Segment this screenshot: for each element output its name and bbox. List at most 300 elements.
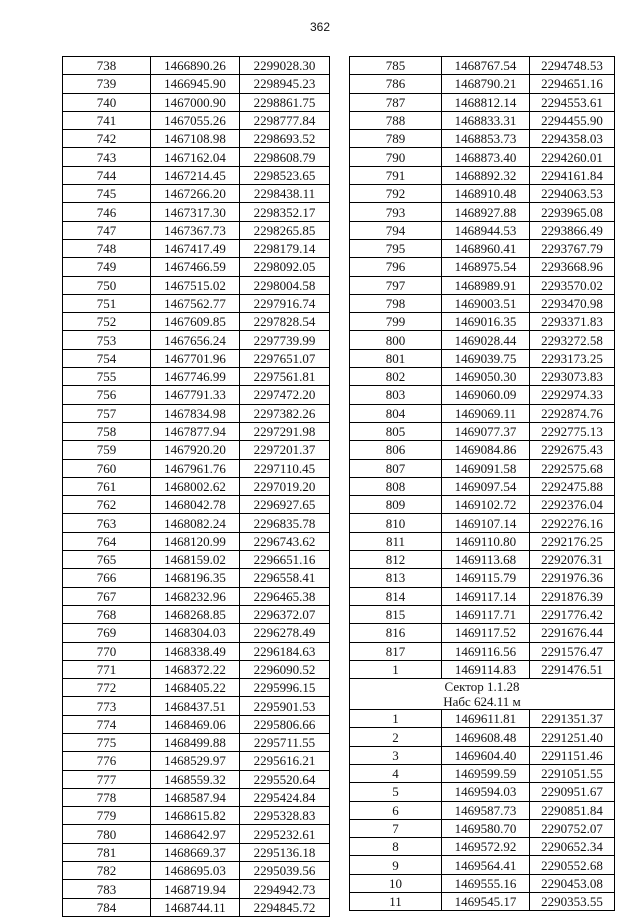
coord-x: 1468159.02 — [151, 551, 240, 569]
point-number: 814 — [350, 587, 442, 605]
coord-x: 1469091.58 — [442, 459, 530, 477]
table-row — [63, 660, 330, 678]
table-row — [350, 130, 615, 148]
coord-x: 1467266.20 — [151, 185, 240, 203]
coord-x: 1469564.41 — [442, 856, 530, 874]
point-number: 748 — [63, 239, 151, 257]
coord-y: 2295520.64 — [240, 770, 330, 788]
table-row — [63, 404, 330, 422]
point-number: 758 — [63, 422, 151, 440]
coord-y: 2290453.08 — [530, 874, 615, 892]
table-row — [63, 93, 330, 111]
table-row — [350, 459, 615, 477]
table-row — [350, 57, 615, 75]
point-number: 739 — [63, 75, 151, 93]
table-row — [350, 368, 615, 386]
coord-y: 2297651.07 — [240, 349, 330, 367]
table-row — [63, 276, 330, 294]
point-number: 780 — [63, 825, 151, 843]
table-row — [350, 166, 615, 184]
coord-y: 2291576.47 — [530, 642, 615, 660]
table-row — [350, 728, 615, 746]
table-row — [63, 313, 330, 331]
coord-x: 1468437.51 — [151, 697, 240, 715]
point-number: 756 — [63, 386, 151, 404]
coord-x: 1468615.82 — [151, 807, 240, 825]
point-number: 772 — [63, 679, 151, 697]
table-row — [350, 276, 615, 294]
table-row — [63, 294, 330, 312]
coord-y: 2293668.96 — [530, 258, 615, 276]
point-number: 773 — [63, 697, 151, 715]
point-number: 812 — [350, 551, 442, 569]
point-number: 768 — [63, 605, 151, 623]
coord-y: 2293570.02 — [530, 276, 615, 294]
coord-y: 2298265.85 — [240, 221, 330, 239]
coord-y: 2290752.07 — [530, 819, 615, 837]
coord-x: 1468812.14 — [442, 93, 530, 111]
coordinates-table-left — [62, 56, 330, 917]
coord-y: 2294063.53 — [530, 185, 615, 203]
coord-y: 2294651.16 — [530, 75, 615, 93]
point-number: 806 — [350, 441, 442, 459]
coord-y: 2292575.68 — [530, 459, 615, 477]
point-number: 790 — [350, 148, 442, 166]
table-row — [350, 605, 615, 623]
coord-x: 1469077.37 — [442, 422, 530, 440]
table-row — [350, 801, 615, 819]
coord-y: 2296465.38 — [240, 587, 330, 605]
coord-x: 1467701.96 — [151, 349, 240, 367]
coord-y: 2295616.21 — [240, 752, 330, 770]
point-number: 766 — [63, 569, 151, 587]
table-row — [63, 898, 330, 916]
point-number: 3 — [350, 746, 442, 764]
coord-x: 1468082.24 — [151, 514, 240, 532]
coord-x: 1468469.06 — [151, 715, 240, 733]
table-row — [350, 874, 615, 892]
point-number: 778 — [63, 788, 151, 806]
point-number: 751 — [63, 294, 151, 312]
table-row — [350, 313, 615, 331]
table-row — [350, 838, 615, 856]
coord-y: 2291351.37 — [530, 710, 615, 728]
table-row — [350, 75, 615, 93]
coord-x: 1468372.22 — [151, 660, 240, 678]
sector-title: Сектор 1.1.28 — [444, 679, 520, 695]
point-number: 803 — [350, 386, 442, 404]
table-row — [63, 166, 330, 184]
table-row — [350, 569, 615, 587]
table-row — [63, 148, 330, 166]
table-row — [350, 587, 615, 605]
coord-y: 2294455.90 — [530, 111, 615, 129]
point-number: 796 — [350, 258, 442, 276]
table-row — [350, 746, 615, 764]
table-row — [63, 477, 330, 495]
coord-x: 1469587.73 — [442, 801, 530, 819]
table-row — [63, 239, 330, 257]
point-number: 9 — [350, 856, 442, 874]
point-number: 753 — [63, 331, 151, 349]
coord-y: 2296558.41 — [240, 569, 330, 587]
coord-y: 2294161.84 — [530, 166, 615, 184]
coord-y: 2297561.81 — [240, 368, 330, 386]
coord-x: 1469113.68 — [442, 551, 530, 569]
point-number: 760 — [63, 459, 151, 477]
table-row — [350, 856, 615, 874]
coord-y: 2297382.26 — [240, 404, 330, 422]
coord-x: 1466890.26 — [151, 57, 240, 75]
coord-y: 2297019.20 — [240, 477, 330, 495]
coord-y: 2298777.84 — [240, 111, 330, 129]
coord-x: 1468833.31 — [442, 111, 530, 129]
coord-y: 2295711.55 — [240, 733, 330, 751]
point-number: 800 — [350, 331, 442, 349]
point-number: 750 — [63, 276, 151, 294]
point-number: 802 — [350, 368, 442, 386]
table-row — [63, 569, 330, 587]
point-number: 747 — [63, 221, 151, 239]
coord-y: 2298693.52 — [240, 130, 330, 148]
point-number: 787 — [350, 93, 442, 111]
table-row — [350, 551, 615, 569]
coord-y: 2296927.65 — [240, 496, 330, 514]
coord-y: 2295136.18 — [240, 843, 330, 861]
coord-x: 1468559.32 — [151, 770, 240, 788]
point-number: 763 — [63, 514, 151, 532]
table-row — [350, 221, 615, 239]
sector-header-row — [350, 679, 615, 710]
point-number: 785 — [350, 57, 442, 75]
coord-x: 1468587.94 — [151, 788, 240, 806]
point-number: 10 — [350, 874, 442, 892]
point-number: 811 — [350, 532, 442, 550]
coord-x: 1469604.40 — [442, 746, 530, 764]
point-number: 4 — [350, 764, 442, 782]
coord-x: 1468975.54 — [442, 258, 530, 276]
coord-y: 2296090.52 — [240, 660, 330, 678]
table-row — [350, 349, 615, 367]
table-row — [63, 459, 330, 477]
point-number: 749 — [63, 258, 151, 276]
coord-x: 1469594.03 — [442, 783, 530, 801]
coord-y: 2295039.56 — [240, 862, 330, 880]
point-number: 755 — [63, 368, 151, 386]
coord-y: 2293866.49 — [530, 221, 615, 239]
page-number: 362 — [309, 20, 331, 34]
coord-y: 2292775.13 — [530, 422, 615, 440]
coord-x: 1469572.92 — [442, 838, 530, 856]
table-row — [63, 788, 330, 806]
point-number: 789 — [350, 130, 442, 148]
coord-x: 1468499.88 — [151, 733, 240, 751]
point-number: 793 — [350, 203, 442, 221]
coord-x: 1468944.53 — [442, 221, 530, 239]
table-row — [63, 825, 330, 843]
point-number: 744 — [63, 166, 151, 184]
table-row — [63, 642, 330, 660]
coord-y: 2295901.53 — [240, 697, 330, 715]
table-row — [350, 331, 615, 349]
coord-y: 2291876.39 — [530, 587, 615, 605]
coord-y: 2297291.98 — [240, 422, 330, 440]
coord-y: 2292675.43 — [530, 441, 615, 459]
table-row — [350, 111, 615, 129]
table-row — [63, 752, 330, 770]
point-number: 770 — [63, 642, 151, 660]
point-number: 2 — [350, 728, 442, 746]
coord-x: 1466945.90 — [151, 75, 240, 93]
coord-x: 1467317.30 — [151, 203, 240, 221]
coord-y: 2290353.55 — [530, 893, 615, 911]
coord-y: 2298092.05 — [240, 258, 330, 276]
table-row — [63, 221, 330, 239]
point-number: 809 — [350, 496, 442, 514]
table-row — [350, 441, 615, 459]
point-number: 786 — [350, 75, 442, 93]
table-row — [63, 57, 330, 75]
point-number: 5 — [350, 783, 442, 801]
coord-x: 1469060.09 — [442, 386, 530, 404]
point-number: 738 — [63, 57, 151, 75]
coord-y: 2295996.15 — [240, 679, 330, 697]
table-row — [350, 764, 615, 782]
coord-y: 2299028.30 — [240, 57, 330, 75]
table-row — [350, 386, 615, 404]
coord-x: 1467055.26 — [151, 111, 240, 129]
coord-y: 2298523.65 — [240, 166, 330, 184]
coord-y: 2292376.04 — [530, 496, 615, 514]
coord-x: 1469545.17 — [442, 893, 530, 911]
table-row — [63, 880, 330, 898]
point-number: 805 — [350, 422, 442, 440]
coord-x: 1468695.03 — [151, 862, 240, 880]
coord-y: 2297739.99 — [240, 331, 330, 349]
point-number: 774 — [63, 715, 151, 733]
table-row — [63, 624, 330, 642]
coord-x: 1469003.51 — [442, 294, 530, 312]
table-row — [350, 239, 615, 257]
coord-y: 2292176.25 — [530, 532, 615, 550]
point-number: 769 — [63, 624, 151, 642]
point-number: 782 — [63, 862, 151, 880]
point-number: 801 — [350, 349, 442, 367]
table-row — [350, 819, 615, 837]
coord-y: 2296278.49 — [240, 624, 330, 642]
point-number: 11 — [350, 893, 442, 911]
coord-x: 1468910.48 — [442, 185, 530, 203]
coord-y: 2296372.07 — [240, 605, 330, 623]
point-number: 779 — [63, 807, 151, 825]
coord-x: 1468767.54 — [442, 57, 530, 75]
coord-x: 1467746.99 — [151, 368, 240, 386]
point-number: 816 — [350, 624, 442, 642]
table-row — [63, 862, 330, 880]
table-row — [63, 422, 330, 440]
coord-x: 1468529.97 — [151, 752, 240, 770]
coord-x: 1468892.32 — [442, 166, 530, 184]
table-row — [350, 660, 615, 678]
coord-y: 2292475.88 — [530, 477, 615, 495]
coord-y: 2291251.40 — [530, 728, 615, 746]
coord-x: 1468744.11 — [151, 898, 240, 916]
table-row — [63, 843, 330, 861]
table-row — [63, 496, 330, 514]
table-row — [350, 93, 615, 111]
table-row — [350, 624, 615, 642]
coord-y: 2294553.61 — [530, 93, 615, 111]
coord-x: 1469039.75 — [442, 349, 530, 367]
coord-x: 1469028.44 — [442, 331, 530, 349]
point-number: 791 — [350, 166, 442, 184]
coord-x: 1468790.21 — [442, 75, 530, 93]
point-number: 792 — [350, 185, 442, 203]
coord-x: 1468232.96 — [151, 587, 240, 605]
coord-y: 2294748.53 — [530, 57, 615, 75]
coord-x: 1469117.52 — [442, 624, 530, 642]
coord-y: 2291776.42 — [530, 605, 615, 623]
coord-x: 1467877.94 — [151, 422, 240, 440]
table-row — [63, 733, 330, 751]
coord-x: 1467214.45 — [151, 166, 240, 184]
coord-x: 1467162.04 — [151, 148, 240, 166]
point-number: 784 — [63, 898, 151, 916]
coord-y: 2290951.67 — [530, 783, 615, 801]
point-number: 757 — [63, 404, 151, 422]
coord-x: 1467834.98 — [151, 404, 240, 422]
coord-y: 2298438.11 — [240, 185, 330, 203]
coord-x: 1469069.11 — [442, 404, 530, 422]
table-row — [350, 532, 615, 550]
coord-y: 2294358.03 — [530, 130, 615, 148]
coord-x: 1469084.86 — [442, 441, 530, 459]
coord-y: 2295232.61 — [240, 825, 330, 843]
point-number: 771 — [63, 660, 151, 678]
point-number: 761 — [63, 477, 151, 495]
table-row — [350, 258, 615, 276]
table-row — [63, 368, 330, 386]
coord-y: 2293371.83 — [530, 313, 615, 331]
table-row — [350, 404, 615, 422]
point-number: 815 — [350, 605, 442, 623]
table-row — [63, 75, 330, 93]
table-row — [63, 514, 330, 532]
sector-subtitle: Набс 624.11 м — [443, 694, 521, 710]
point-number: 797 — [350, 276, 442, 294]
coord-x: 1468927.88 — [442, 203, 530, 221]
coord-y: 2291976.36 — [530, 569, 615, 587]
point-number: 810 — [350, 514, 442, 532]
coord-x: 1467656.24 — [151, 331, 240, 349]
table-row — [63, 587, 330, 605]
coord-x: 1467417.49 — [151, 239, 240, 257]
point-number: 776 — [63, 752, 151, 770]
coord-y: 2296184.63 — [240, 642, 330, 660]
table-row — [63, 111, 330, 129]
coord-y: 2297472.20 — [240, 386, 330, 404]
point-number: 767 — [63, 587, 151, 605]
table-row — [63, 715, 330, 733]
table-row — [350, 642, 615, 660]
coord-y: 2291051.55 — [530, 764, 615, 782]
coord-y: 2292076.31 — [530, 551, 615, 569]
coord-x: 1468719.94 — [151, 880, 240, 898]
coord-y: 2298179.14 — [240, 239, 330, 257]
coord-x: 1469608.48 — [442, 728, 530, 746]
point-number: 794 — [350, 221, 442, 239]
coord-y: 2296835.78 — [240, 514, 330, 532]
coord-y: 2290552.68 — [530, 856, 615, 874]
point-number: 752 — [63, 313, 151, 331]
coord-x: 1467000.90 — [151, 93, 240, 111]
point-number: 777 — [63, 770, 151, 788]
coord-x: 1469117.71 — [442, 605, 530, 623]
coord-y: 2297828.54 — [240, 313, 330, 331]
coord-y: 2290851.84 — [530, 801, 615, 819]
table-row — [63, 349, 330, 367]
coord-x: 1468304.03 — [151, 624, 240, 642]
coord-x: 1468989.91 — [442, 276, 530, 294]
coord-y: 2295328.83 — [240, 807, 330, 825]
point-number: 759 — [63, 441, 151, 459]
point-number: 807 — [350, 459, 442, 477]
table-row — [63, 605, 330, 623]
coord-x: 1469107.14 — [442, 514, 530, 532]
coordinates-table-right — [349, 56, 615, 911]
table-row — [63, 203, 330, 221]
coord-x: 1468853.73 — [442, 130, 530, 148]
coord-x: 1468002.62 — [151, 477, 240, 495]
coord-y: 2297916.74 — [240, 294, 330, 312]
sector-header — [350, 679, 615, 710]
coord-y: 2296743.62 — [240, 532, 330, 550]
point-number: 799 — [350, 313, 442, 331]
coord-x: 1467108.98 — [151, 130, 240, 148]
coord-y: 2295424.84 — [240, 788, 330, 806]
table-row — [63, 770, 330, 788]
coord-x: 1468873.40 — [442, 148, 530, 166]
point-number: 765 — [63, 551, 151, 569]
table-row — [350, 203, 615, 221]
coord-x: 1469599.59 — [442, 764, 530, 782]
table-row — [350, 185, 615, 203]
coord-x: 1468642.97 — [151, 825, 240, 843]
coord-y: 2292874.76 — [530, 404, 615, 422]
coord-x: 1468960.41 — [442, 239, 530, 257]
coord-x: 1468405.22 — [151, 679, 240, 697]
table-row — [63, 532, 330, 550]
point-number: 754 — [63, 349, 151, 367]
coord-y: 2293965.08 — [530, 203, 615, 221]
coord-x: 1468338.49 — [151, 642, 240, 660]
point-number: 795 — [350, 239, 442, 257]
point-number: 743 — [63, 148, 151, 166]
coord-y: 2298004.58 — [240, 276, 330, 294]
coord-x: 1469097.54 — [442, 477, 530, 495]
point-number: 740 — [63, 93, 151, 111]
coord-x: 1467367.73 — [151, 221, 240, 239]
table-row — [63, 807, 330, 825]
point-number: 7 — [350, 819, 442, 837]
coord-x: 1468042.78 — [151, 496, 240, 514]
table-row — [63, 258, 330, 276]
coord-x: 1467466.59 — [151, 258, 240, 276]
coord-y: 2294942.73 — [240, 880, 330, 898]
coord-x: 1467791.33 — [151, 386, 240, 404]
table-row — [350, 148, 615, 166]
coord-x: 1469102.72 — [442, 496, 530, 514]
